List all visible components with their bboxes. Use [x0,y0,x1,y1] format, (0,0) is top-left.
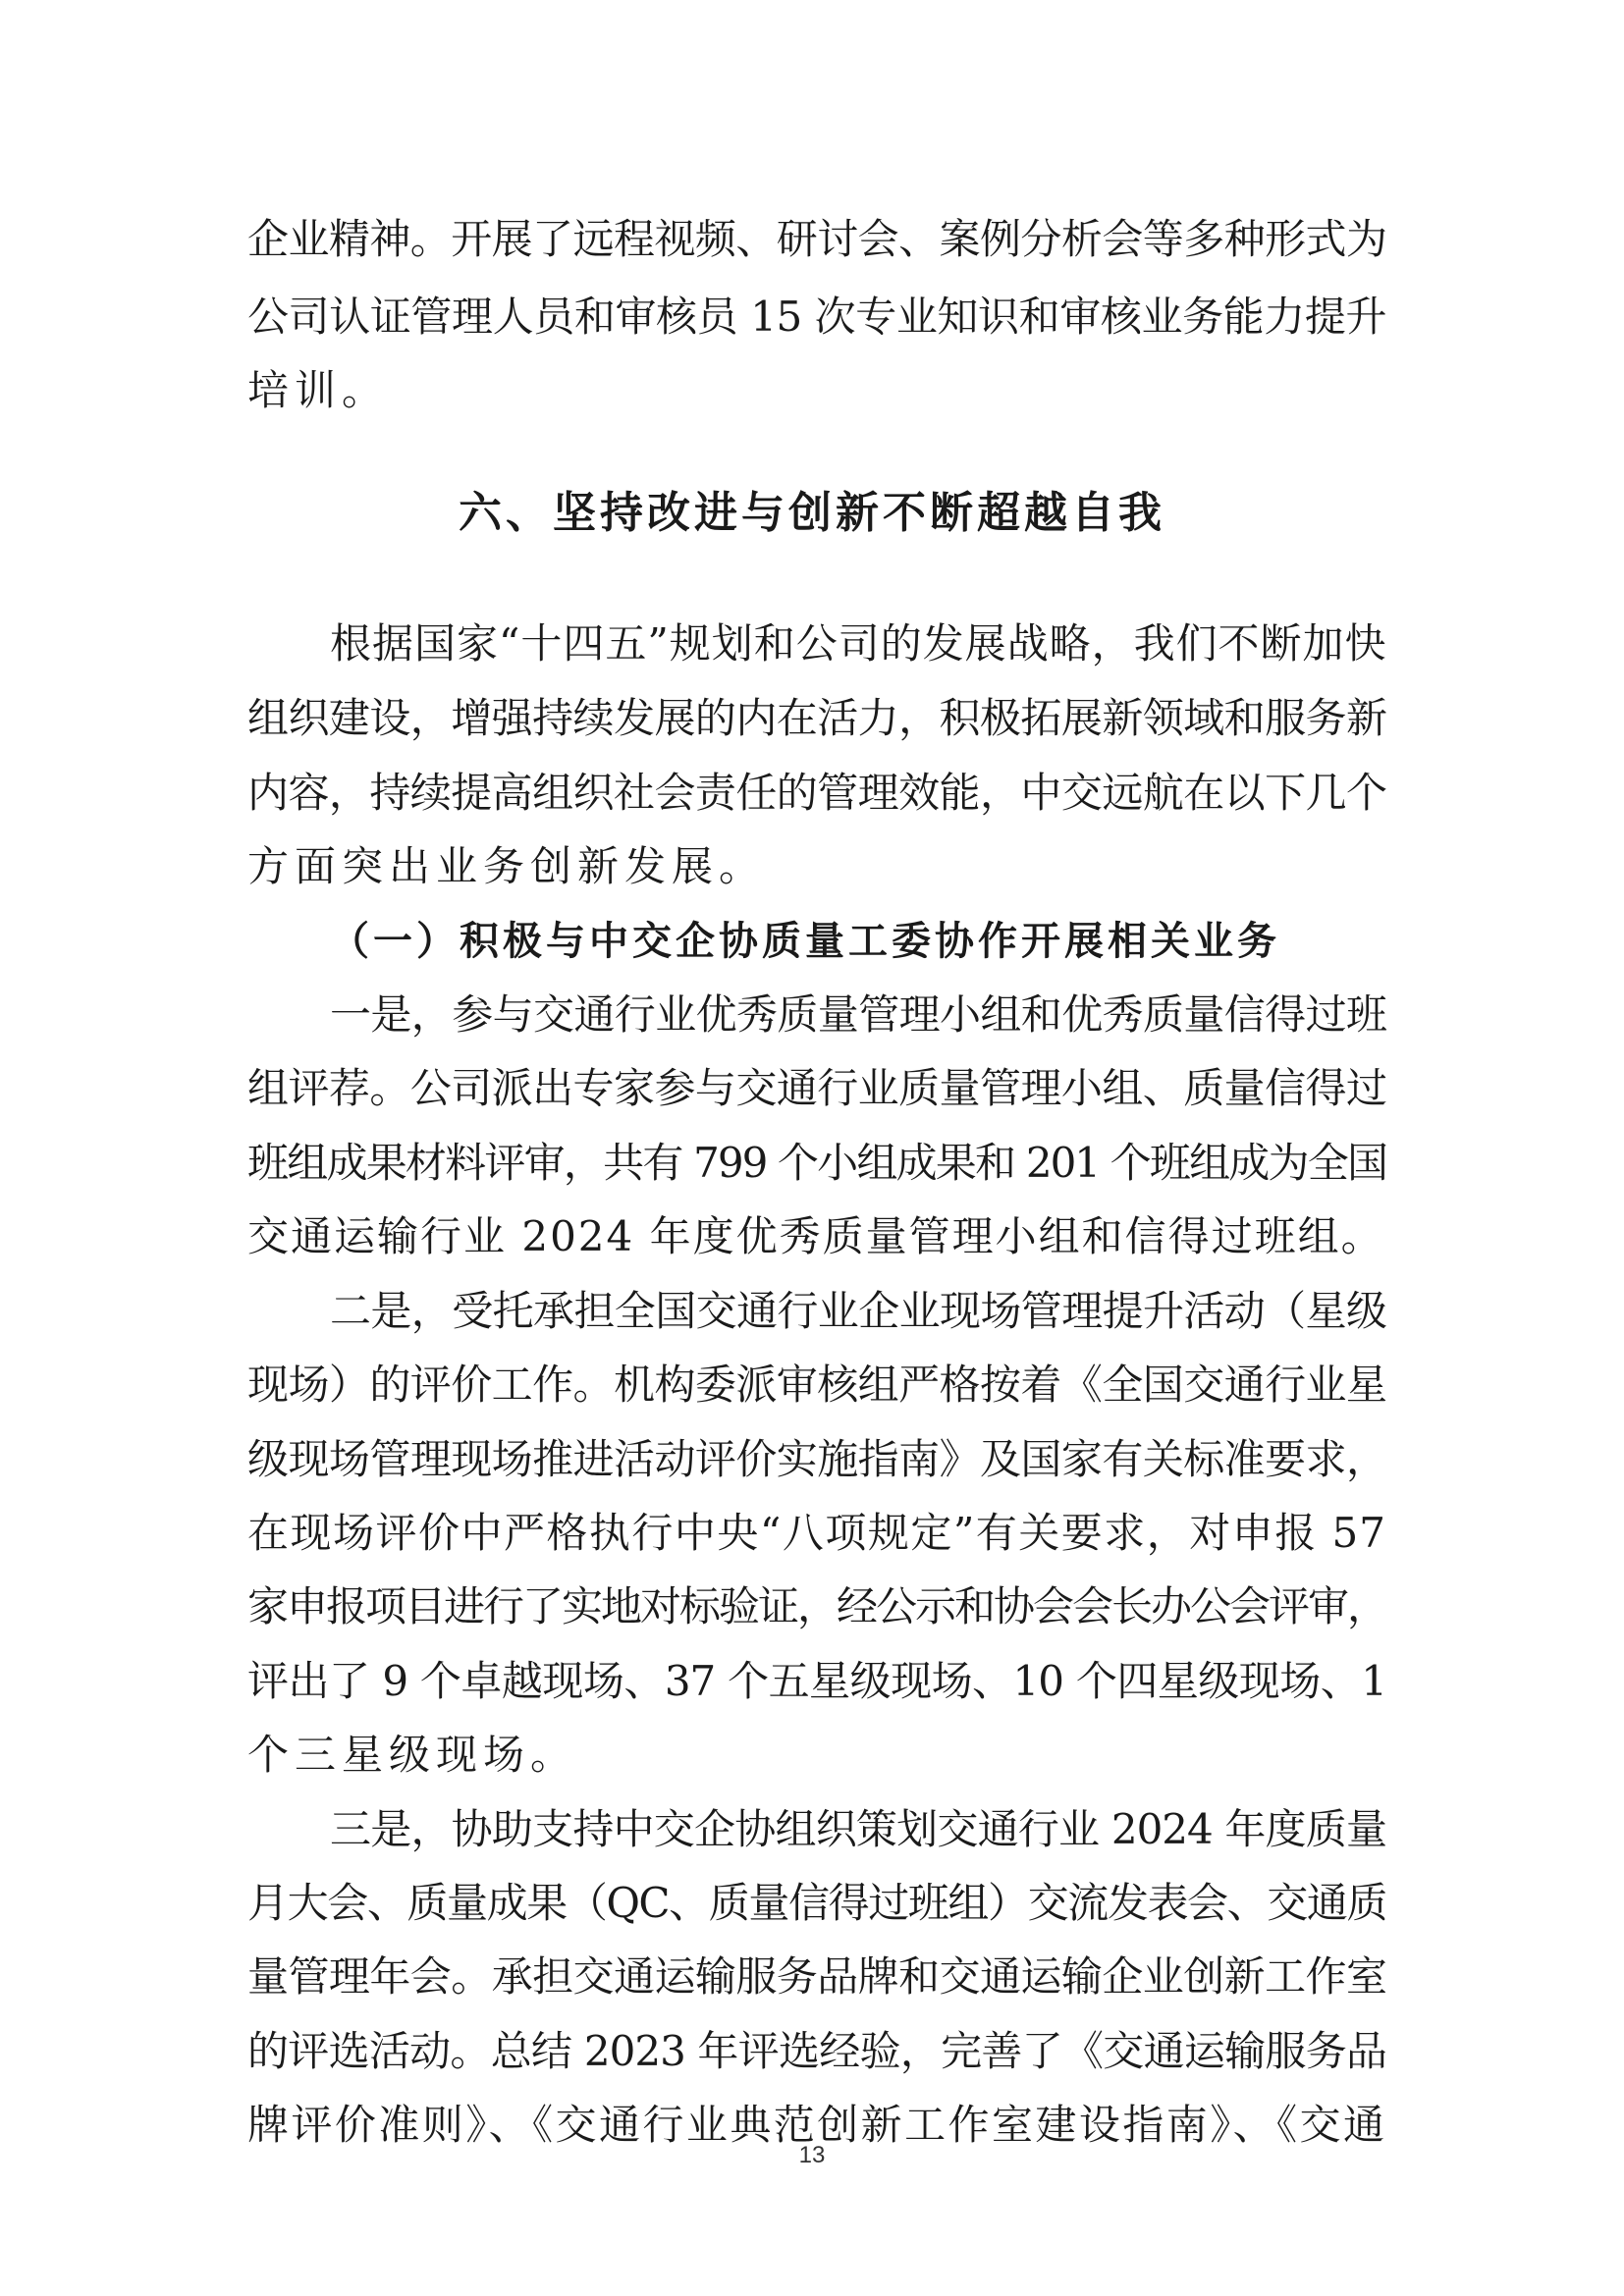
body-text-line: 企业精神。开展了远程视频、研讨会、案例分析会等多种形式为 [247,215,1386,263]
body-text-line: 级现场管理现场推进活动评价实施指南》及国家有关标准要求， [247,1435,1386,1483]
body-text-line: 组评荐。公司派出专家参与交通行业质量管理小组、质量信得过 [247,1064,1386,1112]
body-text-line: 的评选活动。总结 2023 年评选经验，完善了《交通运输服务品 [247,2027,1386,2075]
page-number: 13 [798,2142,826,2168]
body-text-line: 组织建设，增强持续发展的内在活力，积极拓展新领域和服务新 [247,694,1386,742]
body-text-line: 一是，参与交通行业优秀质量管理小组和优秀质量信得过班 [330,990,1386,1039]
body-text-line: 交通运输行业 2024 年度优秀质量管理小组和信得过班组。 [247,1212,1384,1260]
body-text-line: 个三星级现场。 [247,1731,578,1779]
body-text-line: 家申报项目进行了实地对标验证，经公示和协会会长办公会评审， [247,1582,1387,1630]
body-text-line: 内容，持续提高组织社会责任的管理效能，中交远航在以下几个 [247,769,1386,817]
body-text-line: 现场）的评价工作。机构委派审核组严格按着《全国交通行业星 [247,1361,1386,1409]
body-text-line: 牌评价准则》、《交通行业典范创新工作室建设指南》、《交通 [247,2101,1386,2149]
subsection-heading: （一）积极与中交企协质量工委协作开展相关业务 [330,919,1280,964]
body-text-line: 公司认证管理人员和审核员 15 次专业知识和审核业务能力提升 [247,293,1386,341]
section-heading: 六、坚持改进与创新不断超越自我 [459,488,1165,538]
body-text-line: 评出了 9 个卓越现场、37 个五星级现场、10 个四星级现场、1 [247,1657,1386,1705]
body-text-line: 根据国家“十四五”规划和公司的发展战略，我们不断加快 [330,619,1386,667]
body-text-line: 二是，受托承担全国交通行业企业现场管理提升活动（星级 [330,1287,1386,1335]
body-text-line: 月大会、质量成果（QC、质量信得过班组）交流发表会、交通质 [247,1879,1386,1927]
body-text-line: 班组成果材料评审，共有 799 个小组成果和 201 个班组成为全国 [247,1139,1386,1187]
body-text-line: 三是，协助支持中交企协组织策划交通行业 2024 年度质量 [330,1805,1386,1853]
body-text-line: 方面突出业务创新发展。 [247,842,767,890]
body-text-line: 在现场评价中严格执行中央“八项规定”有关要求，对申报 57 [247,1509,1386,1557]
body-text-line: 量管理年会。承担交通运输服务品牌和交通运输企业创新工作室 [247,1952,1386,2001]
body-text-line: 培训。 [247,366,390,414]
